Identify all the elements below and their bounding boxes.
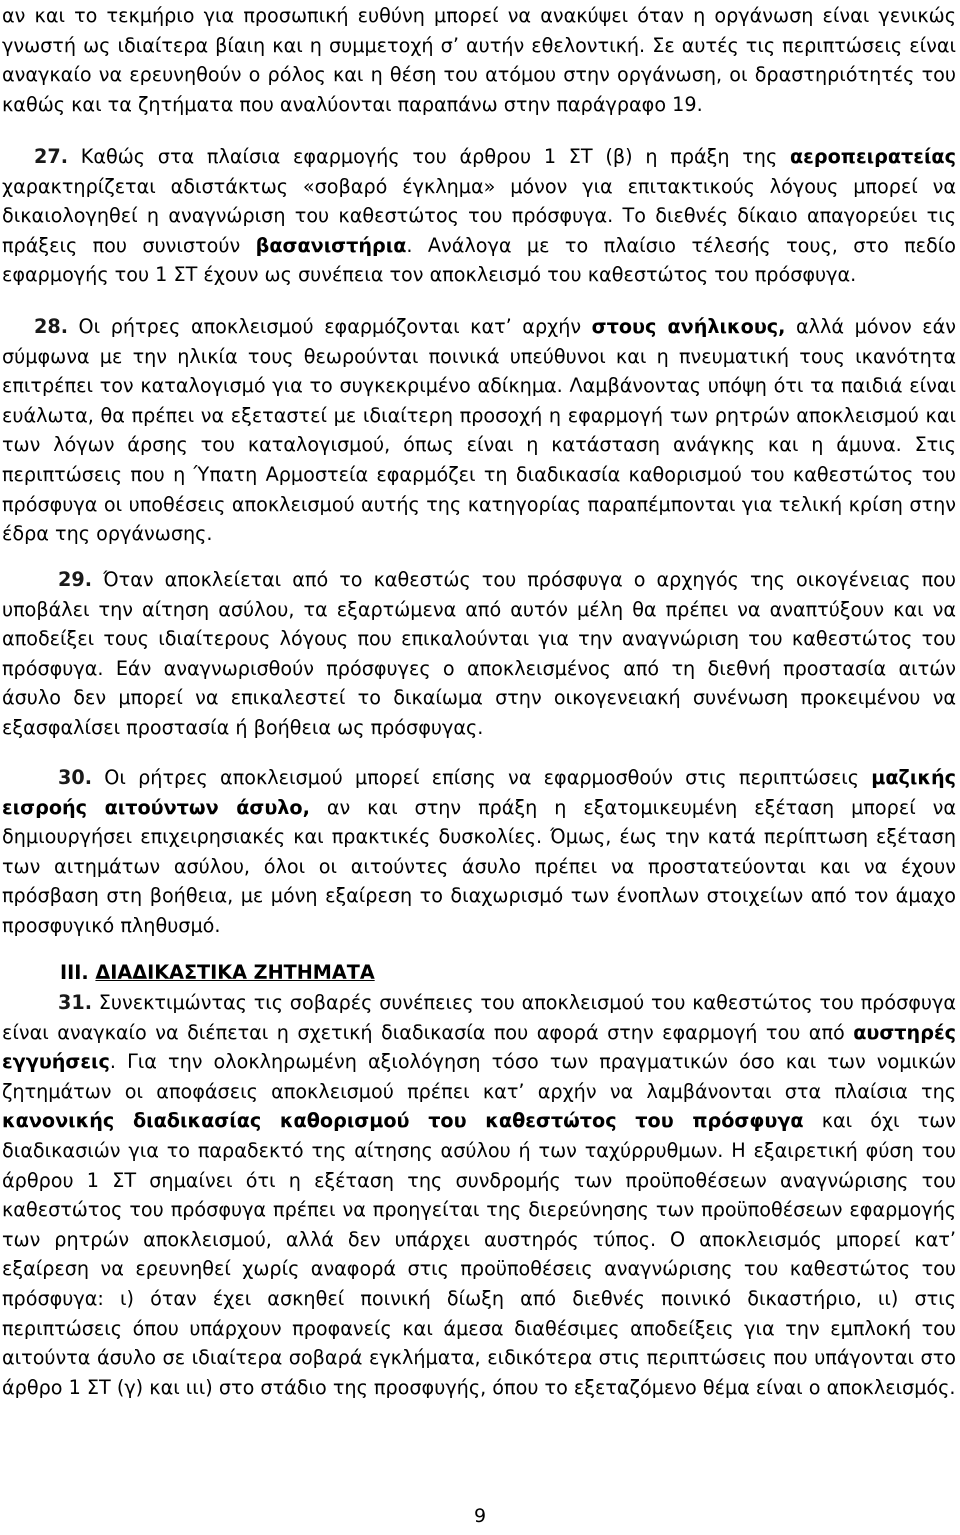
section-title: ΔΙΑΔΙΚΑΣΤΙΚΑ ΖΗΤΗΜΑΤΑ [95,961,375,984]
paragraph-28 [2,312,956,549]
section-numeral: III. [60,961,89,984]
paragraph-text: αν και το τεκμήριο για προσωπική ευθύνη μπορεί να ανακύψει όταν η οργάνωση είναι γενικώς γνωστή ως ιδιαίτερα βίαιη και η συμμετοχή σ’ αυτήν εθελοντική. Σε αυτές τις περιπτώσεις είναι αναγκαίο να ερευνηθούν ο ρόλος και η θέση του ατόμου στην οργάνωση, οι δραστηριότητές του καθώς και τα ζητήματα που αναλύονται παραπάνω στην παράγραφο 19. [2,4,956,116]
paragraph-text: Καθώς στα πλαίσια εφαρμογής του άρθρου 1 ΣΤ (β) η πράξη της [68,145,790,168]
bold-term: βασανιστήρια [255,233,407,257]
paragraph-number: 29. [58,568,92,591]
paragraph-text: . Για την ολοκληρωμένη αξιολόγηση τόσο των πραγματικών όσο και των νομικών ζητημάτων οι αποφάσεις αποκλεισμού πρέπει κατ’ αρχήν να λαμβάνονται στα πλαίσια της [2,1050,956,1103]
paragraph-text: Οι ρήτρες αποκλεισμού μπορεί επίσης να εφαρμοσθούν στις περιπτώσεις [92,766,872,789]
paragraph-number: 28. [34,315,68,338]
bold-term: στους ανήλικους, [591,315,786,338]
paragraph-30 [2,763,956,941]
paragraph-text: αν και στην πράξη η εξατομικευμένη εξέταση μπορεί να δημιουργήσει επιχειρησιακές και πρακτικές δυσκολίες. Όμως, έως την κατά περίπτωση εξέταση των αιτημάτων ασύλου, όλοι οι αιτούντες άσυλο πρέπει να προστατεύονται και να έχουν πρόσβαση στη βοήθεια, με μόνη εξαίρεση το διαχωρισμό των ένοπλων στοιχείων από τον άμαχο προσφυγικό πληθυσμό. [2,795,956,937]
paragraph-text: αλλά μόνον εάν σύμφωνα με την ηλικία τους θεωρούνται ποινικά υπεύθυνοι και η πνευματική τους ικανότητα επιτρέπει τον καταλογισμό για το συγκεκριμένο αδίκημα. Λαμβάνοντας υπόψη ότι τα παιδιά είναι ευάλωτα, θα πρέπει να εξεταστεί με ιδιαίτερη προσοχή η εφαρμογή των ρητρών αποκλεισμού και των λόγων άρσης του καταλογισμού, όπως είναι η κατάσταση ανάγκης και η άμυνα. Στις περιπτώσεις που η Ύπατη Αρμοστεία εφαρμόζει τη διαδικασία καθορισμού του καθεστώτος του πρόσφυγα οι υποθέσεις αποκλεισμού αυτής της κατηγορίας παραπέμπονται για τελική κρίση στην έδρα της οργάνωσης. [2,315,956,546]
paragraph-number: 31. [58,991,92,1014]
paragraph-text: Συνεκτιμώντας τις σοβαρές συνέπειες του αποκλεισμού του καθεστώτος του πρόσφυγα είναι αναγκαίο να διέπεται η σχετική διαδικασία που αφορά στην εφαρμογή του από [2,991,956,1044]
paragraph-29 [2,565,956,743]
bold-term: αυστηρές εγγυήσεις [2,1020,956,1074]
page-number: 9 [473,1505,487,1527]
paragraph-text: Οι ρήτρες αποκλεισμού εφαρμόζονται κατ’ αρχήν [68,315,592,338]
paragraph-text: χαρακτηρίζεται αδιστάκτως «σοβαρό έγκλημα» μόνον για επιτακτικούς λόγους μπορεί να δικαιολογηθεί η αναγνώριση του καθεστώτος του πρόσφυγα. Το διεθνές δίκαιο απαγορεύει τις πράξεις που συνιστούν [2,174,956,257]
paragraph-27 [2,142,956,290]
bold-term: μαζικής εισροής αιτούντων άσυλο, [2,766,956,819]
paragraph-text: . Ανάλογα με το πλαίσιο τέλεσής τους, στο πεδίο εφαρμογής του 1 ΣΤ έχουν ως συνέπεια τον αποκλεισμό του καθεστώτος του πρόσφυγα. [2,233,957,287]
paragraph-text: και όχι των διαδικασιών για το παραδεκτό της αίτησης ασύλου ή των ταχύρρυθμων. Η εξαιρετική φύση του άρθρου 1 ΣΤ σημαίνει ότι η εξέταση της συνδρομής των προϋποθέσεων αναγνώρισης του καθεστώτος του πρόσφυγα πρέπει να προηγείται της διερεύνησης των προϋποθέσεων εφαρμογής των ρητρών αποκλεισμού, αλλά δεν υπάρχει αυστηρός τύπος. Ο αποκλεισμός μπορεί κατ’ εξαίρεση να ερευνηθεί χωρίς αναφορά στις προϋποθέσεις αναγνώρισης του καθεστώτος του πρόσφυγα: ι) όταν έχει ασκηθεί ποινική δίωξη από διεθνές ποινικό δικαστήριο, ιι) στις περιπτώσεις όπου υπάρχουν προφανείς και άμεσα διαθέσιμες αποδείξεις για την εμπλοκή του αιτούντα άσυλο σε ιδιαίτερα σοβαρά εγκλήματα, ειδικότερα στις περιπτώσεις που υπάγονται στο άρθρο 1 ΣΤ (γ) και ιιι) στο στάδιο της προσφυγής, όπου το εξεταζόμενο θέμα είναι ο αποκλεισμός. [2,1109,956,1399]
paragraph-number: 27. [34,145,68,168]
paragraph-text: Όταν αποκλείεται από το καθεστώς του πρόσφυγα ο αρχηγός της οικογένειας που υποβάλει την αίτηση ασύλου, τα εξαρτώμενα από αυτόν μέλη θα πρέπει να αναπτύξουν και να αποδείξει τους ιδιαίτερους λόγους που επικαλούνται για την αναγνώριση του καθεστώτος του πρόσφυγα. Εάν αναγνωρισθούν πρόσφυγες ο αποκλεισμένος από τη διεθνή προστασία αιτών άσυλο δεν μπορεί να επικαλεστεί το δικαίωμα στην οικογενειακή συνένωση προκειμένου να εξασφαλίσει προστασία ή βοήθεια ως πρόσφυγας. [2,568,956,739]
paragraph-26-continuation [2,1,956,119]
paragraph-number: 30. [58,766,92,789]
bold-term: αεροπειρατείας [790,145,956,168]
paragraph-31 [2,988,956,1402]
section-heading [60,958,375,988]
bold-term: κανονικής διαδικασίας καθορισμού του καθεστώτος του πρόσφυγα [2,1109,804,1133]
